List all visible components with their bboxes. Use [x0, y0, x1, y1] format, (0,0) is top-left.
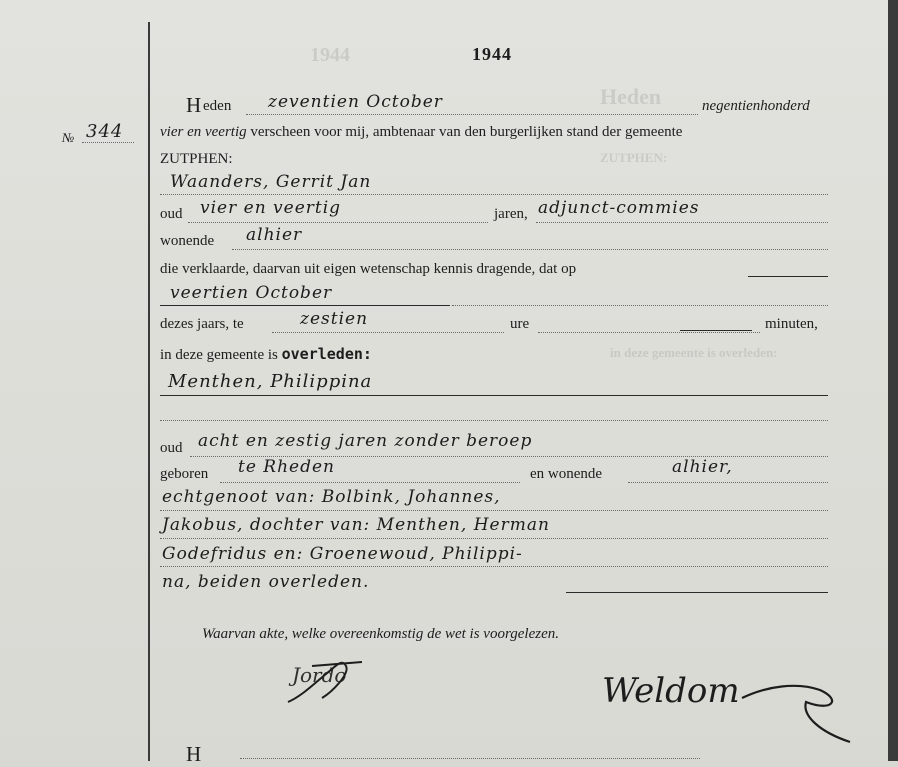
minuten-label: minuten,: [765, 316, 818, 332]
overleden-bold: overleden:: [281, 345, 372, 363]
heden-initial: H: [186, 93, 202, 117]
left-margin-rule: [148, 22, 150, 761]
page-edge: [888, 0, 898, 761]
deceased-geboren-label: geboren: [160, 466, 209, 482]
record-number-prefix: №: [62, 130, 75, 145]
remarks-dots-2: [160, 538, 828, 539]
bleed-through-year: 1944: [310, 44, 350, 66]
declarant-name: Waanders, Gerrit Jan: [170, 172, 372, 192]
bleed-through-heading: Heden: [600, 84, 662, 109]
overleden-line: [160, 345, 372, 364]
next-entry-initial: H: [186, 742, 202, 766]
deceased-en-wonende-label: en wonende: [530, 466, 603, 482]
remarks-line-3: Godefridus en: Groenewoud, Philippi-: [162, 544, 523, 564]
declarant-jaren-label: jaren,: [494, 206, 528, 222]
remarks-line-2: Jakobus, dochter van: Menthen, Herman: [162, 515, 550, 535]
signature-left-text: Jordo: [292, 663, 347, 687]
municipality: ZUTPHEN:: [160, 151, 233, 167]
deceased-oud-label: oud: [160, 440, 183, 456]
register-year: 1944: [472, 44, 512, 64]
dezes-jaars-label: dezes jaars, te: [160, 316, 244, 332]
remarks-line-4: na, beiden overleden.: [162, 572, 370, 592]
declarant-age-dots: [188, 222, 488, 223]
next-entry-dots: [240, 758, 700, 759]
registration-statement: [160, 124, 682, 141]
deceased-birthplace-dots: [220, 482, 520, 483]
record-number: 344: [86, 121, 124, 142]
minutes-rule: [680, 330, 752, 331]
deceased-residence-dots: [628, 482, 828, 483]
death-date: veertien October: [170, 283, 333, 303]
negentienhonderd-label: negentienhonderd: [702, 98, 810, 114]
signature-right-flourish: [742, 686, 850, 742]
ure-label: ure: [510, 316, 530, 332]
declarant-age: vier en veertig: [200, 198, 342, 218]
deceased-name: Menthen, Philippina: [168, 371, 373, 392]
deceased-name-rule: [160, 395, 828, 396]
declaration-text: die verklaarde, daarvan uit eigen wetenschap kennis dragende, dat op: [160, 261, 577, 277]
signature-left: [282, 652, 372, 708]
deceased-birthplace: te Rheden: [238, 457, 335, 477]
closing-statement: Waarvan akte, welke overeenkomstig de wet is voorgelezen.: [202, 626, 559, 642]
remarks-dots-1: [160, 510, 828, 511]
registration-statement-text: verscheen voor mij, ambtenaar van den burgerlijken stand der gemeente: [250, 124, 683, 140]
death-hour: zestien: [300, 309, 369, 329]
declarant-name-dots: [160, 194, 828, 195]
bleed-through-municipality: ZUTPHEN:: [600, 150, 668, 165]
overleden-prefix: in deze gemeente is: [160, 347, 278, 363]
remarks-closing-rule: [566, 592, 828, 593]
registration-day: zeventien October: [268, 92, 443, 112]
heden-label: eden: [203, 98, 232, 114]
signature-right-text: Weldom: [602, 671, 740, 711]
hour-dots: [272, 332, 504, 333]
record-number-dots: [82, 142, 134, 143]
deceased-residence: alhier,: [672, 457, 733, 477]
registration-year-words: vier en veertig: [160, 124, 247, 140]
declarant-wonende-label: wonende: [160, 233, 215, 249]
death-date-underline: [160, 305, 450, 306]
signature-right: [592, 660, 854, 750]
day-dots: [246, 114, 698, 115]
remarks-line-1: echtgenoot van: Bolbink, Johannes,: [162, 487, 501, 507]
declarant-occupation: adjunct-commies: [538, 198, 700, 218]
remarks-dots-3: [160, 566, 828, 567]
declarant-residence-dots: [232, 249, 828, 250]
deceased-age-occupation: acht en zestig jaren zonder beroep: [198, 431, 533, 451]
minutes-dots: [538, 332, 760, 333]
declarant-oud-label: oud: [160, 206, 183, 222]
declarant-occupation-dots: [536, 222, 828, 223]
declarant-residence: alhier: [246, 225, 303, 245]
bleed-through-overleden: in deze gemeente is overleden:: [610, 345, 778, 360]
declaration-rule: [748, 276, 828, 277]
deceased-name-extra-dots: [160, 420, 828, 421]
death-date-dots: [452, 305, 828, 306]
